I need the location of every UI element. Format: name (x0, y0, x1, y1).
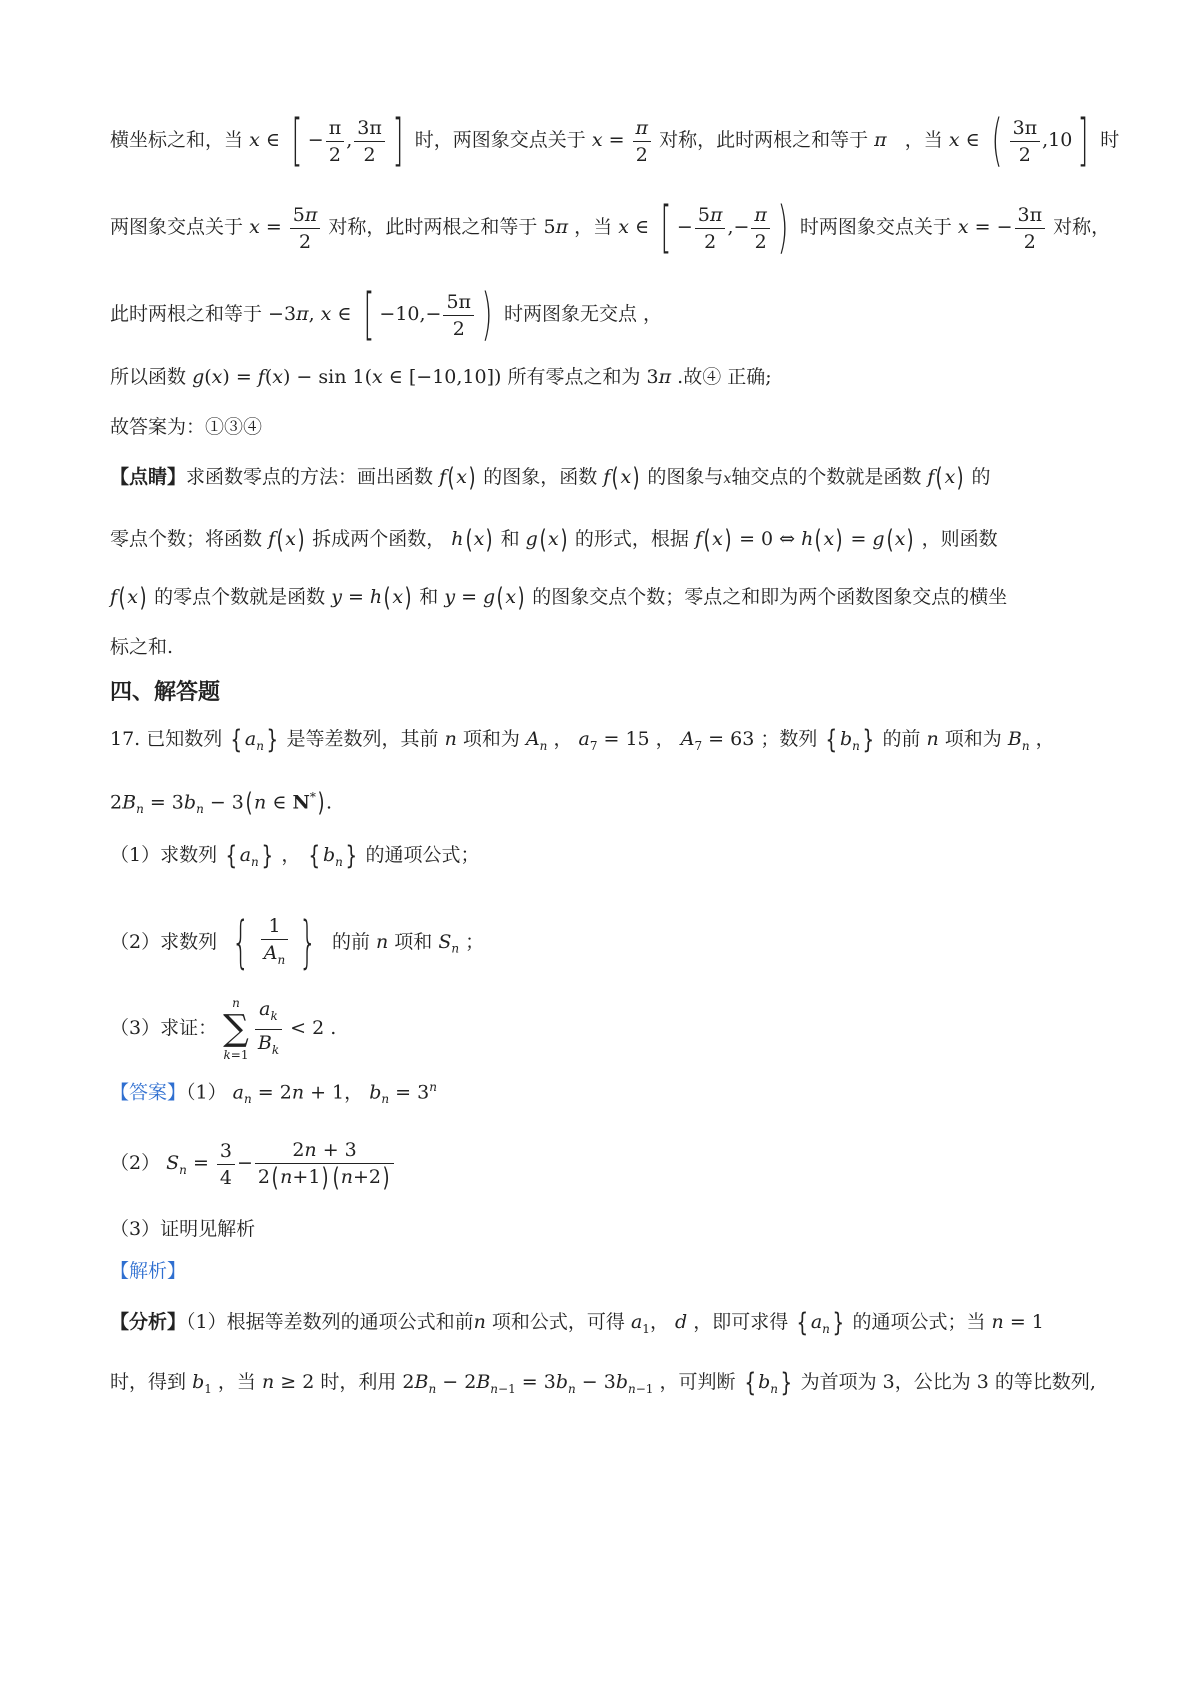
text-line-1: 横坐标之和，当 x ∈ [ − $\frac{\pi}{2}$ , $\frac{3\pi}{2}$ ] 时，两图象交点关于 x = $\frac{\pi}{2}$ 对称，此时两根之和等于 π ，当 x ∈ ( $\frac{3\pi}{2}$ ,10] 时 (110, 108, 1120, 173)
section-heading: 四、解答题 (110, 680, 221, 705)
answer-line-1: 【答案】（1） $a_n = 2n + 1$， $b_n = 3^n$ (110, 1080, 437, 1107)
answer-line-3: （3）证明见解析 (110, 1218, 256, 1240)
text-line-8: f(x) 的零点个数就是函数 y = h(x) 和 y = g(x) 的图象交点个数；零点之和即为两个函数图象交点的横坐 (110, 583, 1008, 613)
text-line-5: 故答案为：①③④ (110, 416, 263, 438)
answer-tag: 【答案】 (110, 1081, 187, 1104)
text-line-7: 零点个数；将函数 f(x) 拆成两个函数， h(x) 和 g(x) 的形式，根据 f(x) = 0 ⇔ h(x) = g(x) ，则函数 (110, 525, 998, 555)
dianjing-tag: 【点睛】 (110, 466, 187, 488)
analysis-line-1: 【分析】（1）根据等差数列的通项公式和前n 项和公式，可得 $a_1$， d ，即可求得 { $a_n$} 的通项公式；当 n = 1 (110, 1308, 1044, 1338)
text-line-3: 此时两根之和等于 −3π, x ∈ [ −10,− $\frac{5\pi}{2}$ ) 时两图象无交点 ， (110, 282, 662, 347)
question-17-part-3: （3）求证： n ∑ k=1 $\frac{a_k}{B_k}$ < 2 . (110, 996, 337, 1062)
text-line-2: 两图象交点关于 x = $\frac{5\pi}{2}$ 对称，此时两根之和等于 5π ，当 x ∈ [ − $\frac{5\pi}{2}$ ,− $\frac{\pi}{2}$ ) 时两图象交点关于 x = − $\frac{3\pi}{2}$ 对称， (110, 195, 1111, 260)
analysis-line-2: 时，得到 $b_1$ ，当 n ≥ 2 时，利用 $2B_n - 2B_{n-1} = 3b_n - 3b_{n-1}$ ，可判断 { $b_n$} 为首项为 3，公比为 3 的等比数列, (110, 1368, 1096, 1398)
question-17-part-2: （2）求数列 { $\frac{1}{A_n}$ } 的前 n 项和 $S_n$ ； (110, 909, 485, 975)
text-line-6: 【点睛】求函数零点的方法：画出函数 f(x) 的图象，函数 f(x) 的图象与x轴交点的个数就是函数 f(x) 的 (110, 463, 991, 493)
question-17-part-1: （1）求数列 { $a_n$} ， { $b_n$} 的通项公式； (110, 841, 480, 871)
jiexi-heading: 【解析】 (110, 1260, 187, 1282)
text-line-9: 标之和. (110, 636, 174, 658)
question-17-line-2: $2B_n = 3b_n - 3(n$ ∈ N*). (110, 788, 333, 819)
question-17-line-1: 17. 已知数列 { $a_n$} 是等差数列，其前 n 项和为 $A_n$ ， $a_7 = 15$ ， $A_7 = 63$ ；数列 { $b_n$} 的前 n 项和为 $B_n$ ， (110, 725, 1055, 755)
answer-line-2: （2） $S_n$ = $\frac{3}{4}$ − $\frac{2n + 3}{2(n+1) (n+2)}$ (110, 1137, 396, 1191)
analysis-tag: 【分析】 (110, 1311, 187, 1333)
text-line-4: 所以函数 g(x) = f(x) − sin 1(x ∈ [−10,10]) 所有零点之和为 3π .故④ 正确; (110, 366, 772, 388)
